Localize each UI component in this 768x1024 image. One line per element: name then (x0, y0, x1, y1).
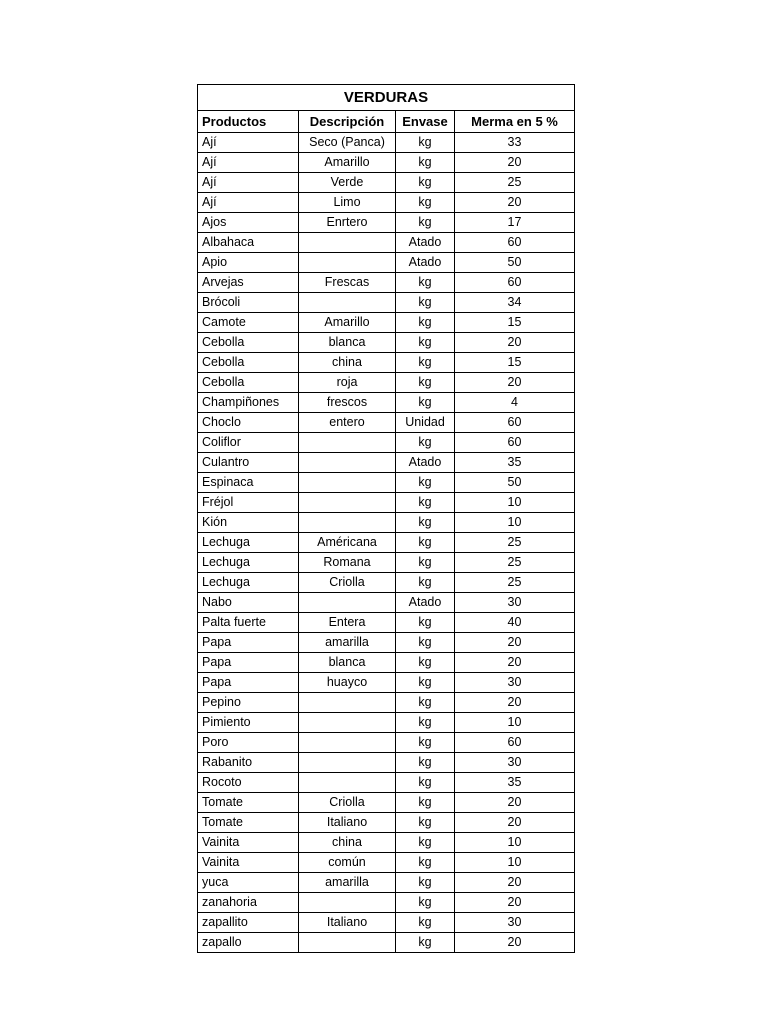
table-title: VERDURAS (198, 85, 575, 111)
cell-merma: 20 (455, 813, 575, 833)
cell-producto: Cebolla (198, 373, 299, 393)
cell-envase: kg (396, 353, 455, 373)
table-row (198, 613, 575, 633)
cell-envase: Atado (396, 453, 455, 473)
cell-envase: kg (396, 133, 455, 153)
cell-envase: kg (396, 293, 455, 313)
cell-merma: 33 (455, 133, 575, 153)
table-row (198, 813, 575, 833)
cell-producto: Tomate (198, 813, 299, 833)
cell-descripcion: Amarillo (299, 153, 396, 173)
cell-descripcion: huayco (299, 673, 396, 693)
cell-producto: Fréjol (198, 493, 299, 513)
table-row (198, 213, 575, 233)
cell-producto: Camote (198, 313, 299, 333)
cell-producto: Papa (198, 633, 299, 653)
cell-producto: zapallo (198, 933, 299, 953)
cell-envase: kg (396, 933, 455, 953)
table-row (198, 253, 575, 273)
cell-descripcion (299, 713, 396, 733)
cell-producto: Champiñones (198, 393, 299, 413)
cell-producto: Papa (198, 653, 299, 673)
cell-descripcion: Limo (299, 193, 396, 213)
table-row (198, 513, 575, 533)
cell-envase: kg (396, 173, 455, 193)
cell-merma: 60 (455, 733, 575, 753)
cell-envase: kg (396, 693, 455, 713)
cell-envase: kg (396, 473, 455, 493)
cell-descripcion: amarilla (299, 873, 396, 893)
table-row (198, 893, 575, 913)
cell-merma: 4 (455, 393, 575, 413)
table-row (198, 913, 575, 933)
cell-envase: kg (396, 393, 455, 413)
table-row (198, 653, 575, 673)
table-row (198, 293, 575, 313)
table-row (198, 493, 575, 513)
cell-merma: 30 (455, 593, 575, 613)
table-row (198, 793, 575, 813)
cell-merma: 15 (455, 313, 575, 333)
table-row (198, 773, 575, 793)
cell-producto: Ajos (198, 213, 299, 233)
cell-producto: Cebolla (198, 333, 299, 353)
cell-descripcion (299, 473, 396, 493)
cell-producto: Culantro (198, 453, 299, 473)
cell-envase: kg (396, 633, 455, 653)
cell-merma: 25 (455, 553, 575, 573)
cell-merma: 20 (455, 933, 575, 953)
cell-descripcion: Entera (299, 613, 396, 633)
table-row (198, 153, 575, 173)
cell-merma: 20 (455, 193, 575, 213)
cell-envase: kg (396, 833, 455, 853)
cell-descripcion (299, 453, 396, 473)
cell-descripcion: Verde (299, 173, 396, 193)
table-row (198, 673, 575, 693)
cell-producto: Rocoto (198, 773, 299, 793)
cell-merma: 25 (455, 533, 575, 553)
verduras-table (197, 84, 575, 953)
cell-descripcion (299, 233, 396, 253)
cell-producto: Apio (198, 253, 299, 273)
cell-merma: 25 (455, 573, 575, 593)
cell-envase: kg (396, 873, 455, 893)
cell-merma: 10 (455, 853, 575, 873)
cell-descripcion: Seco (Panca) (299, 133, 396, 153)
cell-descripcion: Criolla (299, 793, 396, 813)
cell-merma: 20 (455, 633, 575, 653)
cell-producto: Ají (198, 173, 299, 193)
cell-descripcion (299, 733, 396, 753)
table-row (198, 393, 575, 413)
cell-merma: 20 (455, 873, 575, 893)
table-row (198, 633, 575, 653)
table-row (198, 273, 575, 293)
cell-producto: Lechuga (198, 553, 299, 573)
table-row (198, 933, 575, 953)
cell-envase: Atado (396, 233, 455, 253)
cell-producto: Rabanito (198, 753, 299, 773)
table-row (198, 533, 575, 553)
cell-envase: kg (396, 713, 455, 733)
table-row (198, 473, 575, 493)
cell-producto: Lechuga (198, 573, 299, 593)
cell-merma: 34 (455, 293, 575, 313)
cell-descripcion (299, 593, 396, 613)
cell-merma: 60 (455, 413, 575, 433)
cell-producto: Lechuga (198, 533, 299, 553)
cell-merma: 60 (455, 233, 575, 253)
title-row (198, 85, 575, 111)
cell-envase: kg (396, 893, 455, 913)
cell-envase: kg (396, 793, 455, 813)
cell-descripcion (299, 513, 396, 533)
cell-envase: kg (396, 373, 455, 393)
cell-descripcion: roja (299, 373, 396, 393)
cell-descripcion: frescos (299, 393, 396, 413)
cell-envase: Atado (396, 593, 455, 613)
table-row (198, 553, 575, 573)
header-descripcion: Descripción (299, 111, 396, 133)
cell-merma: 20 (455, 893, 575, 913)
cell-producto: Ají (198, 193, 299, 213)
cell-merma: 30 (455, 673, 575, 693)
cell-envase: kg (396, 613, 455, 633)
cell-descripcion (299, 253, 396, 273)
cell-producto: yuca (198, 873, 299, 893)
cell-envase: kg (396, 773, 455, 793)
header-productos: Productos (198, 111, 299, 133)
cell-merma: 20 (455, 333, 575, 353)
cell-descripcion: entero (299, 413, 396, 433)
cell-merma: 20 (455, 793, 575, 813)
cell-merma: 60 (455, 433, 575, 453)
table-row (198, 573, 575, 593)
cell-producto: Palta fuerte (198, 613, 299, 633)
cell-envase: kg (396, 493, 455, 513)
cell-envase: kg (396, 553, 455, 573)
cell-descripcion: Romana (299, 553, 396, 573)
cell-producto: Pepino (198, 693, 299, 713)
cell-merma: 20 (455, 153, 575, 173)
cell-descripcion: Italiano (299, 913, 396, 933)
cell-producto: Vainita (198, 853, 299, 873)
table-row (198, 733, 575, 753)
cell-envase: kg (396, 213, 455, 233)
cell-producto: Papa (198, 673, 299, 693)
table-row (198, 173, 575, 193)
table-row (198, 433, 575, 453)
table-row (198, 133, 575, 153)
cell-producto: Cebolla (198, 353, 299, 373)
table-row (198, 873, 575, 893)
cell-envase: kg (396, 533, 455, 553)
header-merma: Merma en 5 % (455, 111, 575, 133)
cell-merma: 10 (455, 493, 575, 513)
cell-producto: Choclo (198, 413, 299, 433)
table-row (198, 373, 575, 393)
cell-envase: kg (396, 573, 455, 593)
cell-envase: kg (396, 913, 455, 933)
cell-envase: kg (396, 813, 455, 833)
table-row (198, 693, 575, 713)
cell-envase: kg (396, 513, 455, 533)
cell-envase: Unidad (396, 413, 455, 433)
cell-descripcion: común (299, 853, 396, 873)
table-row (198, 593, 575, 613)
cell-merma: 30 (455, 753, 575, 773)
cell-descripcion (299, 293, 396, 313)
cell-merma: 30 (455, 913, 575, 933)
cell-descripcion (299, 493, 396, 513)
cell-merma: 35 (455, 453, 575, 473)
cell-producto: zapallito (198, 913, 299, 933)
cell-merma: 15 (455, 353, 575, 373)
cell-descripcion: blanca (299, 653, 396, 673)
cell-descripcion: Italiano (299, 813, 396, 833)
cell-descripcion (299, 433, 396, 453)
cell-envase: kg (396, 753, 455, 773)
cell-descripcion: china (299, 833, 396, 853)
table-row (198, 453, 575, 473)
cell-merma: 10 (455, 833, 575, 853)
cell-envase: kg (396, 433, 455, 453)
cell-envase: kg (396, 333, 455, 353)
cell-producto: Pimiento (198, 713, 299, 733)
cell-merma: 50 (455, 473, 575, 493)
cell-descripcion: blanca (299, 333, 396, 353)
cell-merma: 50 (455, 253, 575, 273)
cell-descripcion (299, 753, 396, 773)
cell-merma: 20 (455, 693, 575, 713)
cell-descripcion: Enrtero (299, 213, 396, 233)
table-row (198, 193, 575, 213)
cell-producto: Coliflor (198, 433, 299, 453)
cell-producto: Kión (198, 513, 299, 533)
cell-producto: Arvejas (198, 273, 299, 293)
cell-producto: Brócoli (198, 293, 299, 313)
cell-descripcion (299, 773, 396, 793)
cell-envase: kg (396, 673, 455, 693)
cell-producto: Ají (198, 133, 299, 153)
cell-envase: Atado (396, 253, 455, 273)
table-row (198, 833, 575, 853)
table-row (198, 853, 575, 873)
table-row (198, 413, 575, 433)
header-row (198, 111, 575, 133)
cell-envase: kg (396, 653, 455, 673)
cell-producto: Ají (198, 153, 299, 173)
cell-descripcion (299, 693, 396, 713)
cell-producto: Vainita (198, 833, 299, 853)
cell-envase: kg (396, 193, 455, 213)
cell-producto: Poro (198, 733, 299, 753)
cell-merma: 10 (455, 513, 575, 533)
cell-producto: Espinaca (198, 473, 299, 493)
cell-producto: Albahaca (198, 233, 299, 253)
cell-producto: zanahoria (198, 893, 299, 913)
cell-descripcion: Criolla (299, 573, 396, 593)
cell-descripcion (299, 933, 396, 953)
cell-descripcion: Frescas (299, 273, 396, 293)
cell-descripcion: Amarillo (299, 313, 396, 333)
cell-envase: kg (396, 853, 455, 873)
cell-envase: kg (396, 313, 455, 333)
cell-envase: kg (396, 273, 455, 293)
header-envase: Envase (396, 111, 455, 133)
cell-descripcion: amarilla (299, 633, 396, 653)
cell-descripcion (299, 893, 396, 913)
cell-merma: 10 (455, 713, 575, 733)
cell-merma: 20 (455, 373, 575, 393)
cell-merma: 35 (455, 773, 575, 793)
cell-merma: 20 (455, 653, 575, 673)
cell-envase: kg (396, 153, 455, 173)
cell-producto: Tomate (198, 793, 299, 813)
cell-merma: 60 (455, 273, 575, 293)
table-row (198, 333, 575, 353)
table-row (198, 353, 575, 373)
cell-merma: 25 (455, 173, 575, 193)
cell-envase: kg (396, 733, 455, 753)
table-row (198, 753, 575, 773)
cell-descripcion: Américana (299, 533, 396, 553)
table-row (198, 713, 575, 733)
cell-descripcion: china (299, 353, 396, 373)
cell-merma: 40 (455, 613, 575, 633)
table-row (198, 233, 575, 253)
table-row (198, 313, 575, 333)
cell-producto: Nabo (198, 593, 299, 613)
cell-merma: 17 (455, 213, 575, 233)
